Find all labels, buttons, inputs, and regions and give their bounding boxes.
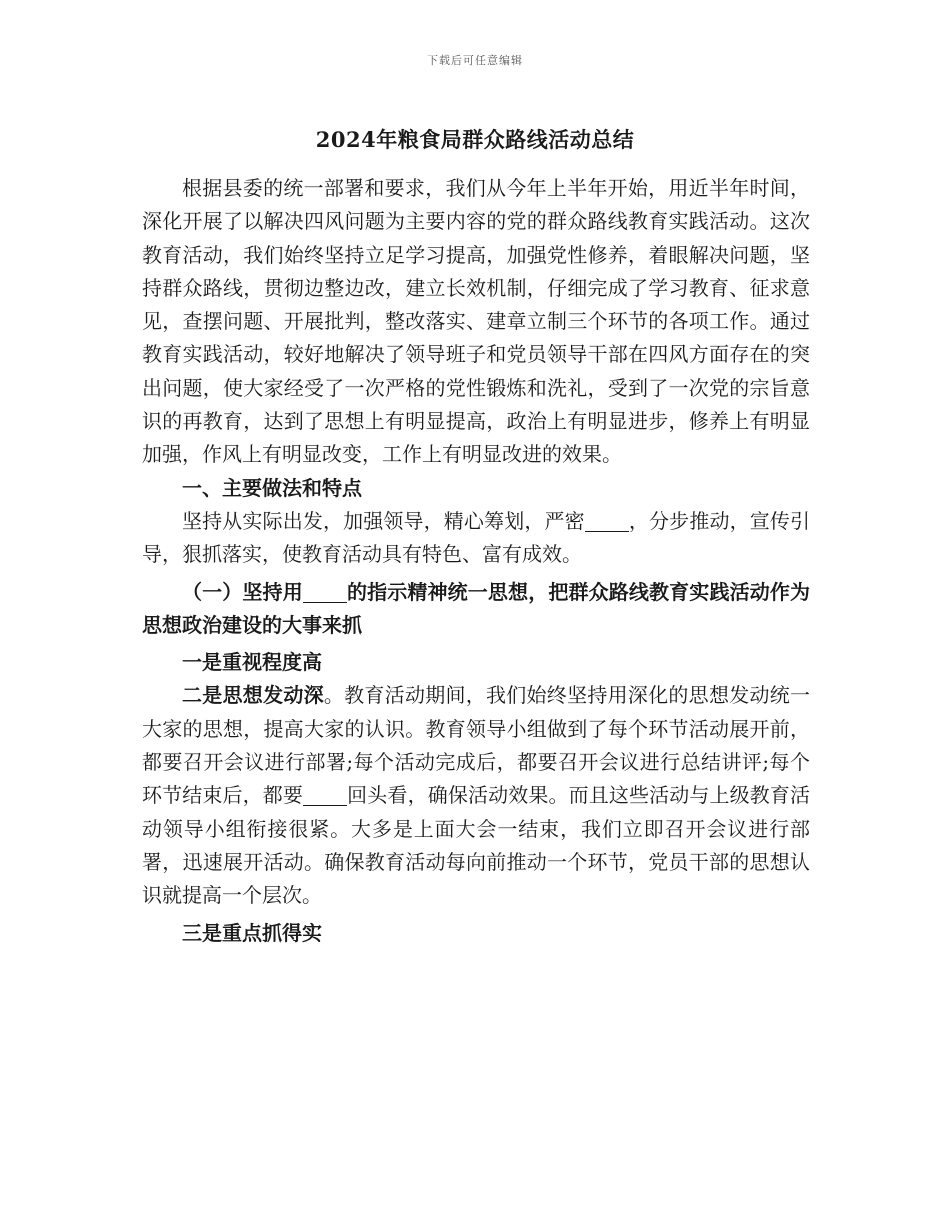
blank-underline xyxy=(585,511,629,532)
document-body xyxy=(142,172,810,950)
paragraph-point-2 xyxy=(142,679,810,912)
paragraph-approach xyxy=(142,505,810,572)
blank-underline xyxy=(303,582,347,603)
paragraph-intro: 根据县委的统一部署和要求，我们从今年上半年开始，用近半年时间，深化开展了以解决四风问题为主要内容的党的群众路线教育实践活动。这次教育活动，我们始终坚持立足学习提高，加强党性修养，着眼解决问题，坚持群众路线，贯彻边整边改，建立长效机制，仔细完成了学习教育、征求意见，查摆问题、开展批判，整改落实、建章立制三个环节的各项工作。通过教育实践活动，较好地解决了领导班子和党员领导干部在四风方面存在的突出问题，使大家经受了一次严格的党性锻炼和洗礼，受到了一次党的宗旨意识的再教育，达到了思想上有明显提高，政治上有明显进步，修养上有明显加强，作风上有明显改变，工作上有明显改进的效果。 xyxy=(142,176,810,467)
subsection-heading-1 xyxy=(142,576,810,643)
paragraph-approach-part-1: 坚持从实际出发，加强领导，精心筹划，严密 xyxy=(182,508,585,533)
subsection-heading-part-1: （一）坚持用 xyxy=(182,579,303,604)
subsection-heading-part-2: 的指示精神统一思想，把群众路线教育实践活动作为思想政治建设的大事来抓 xyxy=(142,579,811,637)
header-note: 下载后可任意编辑 xyxy=(427,54,523,67)
paragraph-point-2-part-2: 回头看，确保活动效果。而且这些活动与上级教育活动领导小组衔接很紧。大多是上面大会一结束，我们立即召开会议进行部署，迅速展开活动。确保教育活动每向前推动一个环节，党员干部的思想认识就提高一个层次。 xyxy=(142,783,811,908)
paragraph-approach-part-2: ，分步推动，宣传引导，狠抓落实，使教育活动具有特色、富有成效。 xyxy=(142,508,811,567)
point-heading-2: 二是思想发动深 xyxy=(182,683,324,708)
point-heading-1: 一是重视程度高 xyxy=(182,650,322,675)
document-title: 2024年粮食局群众路线活动总结 xyxy=(315,127,635,152)
point-heading-3: 三是重点抓得实 xyxy=(182,920,322,945)
section-heading-1: 一、主要做法和特点 xyxy=(182,475,362,500)
blank-underline xyxy=(303,785,347,806)
paragraph-point-2-part-1: 。教育活动期间，我们始终坚持用深化的思想发动统一大家的思想，提高大家的认识。教育领导小组做到了每个环节活动展开前，都要召开会议进行部署;每个活动完成后，都要召开会议进行总结讲评;每个环节结束后，都要 xyxy=(142,683,811,808)
